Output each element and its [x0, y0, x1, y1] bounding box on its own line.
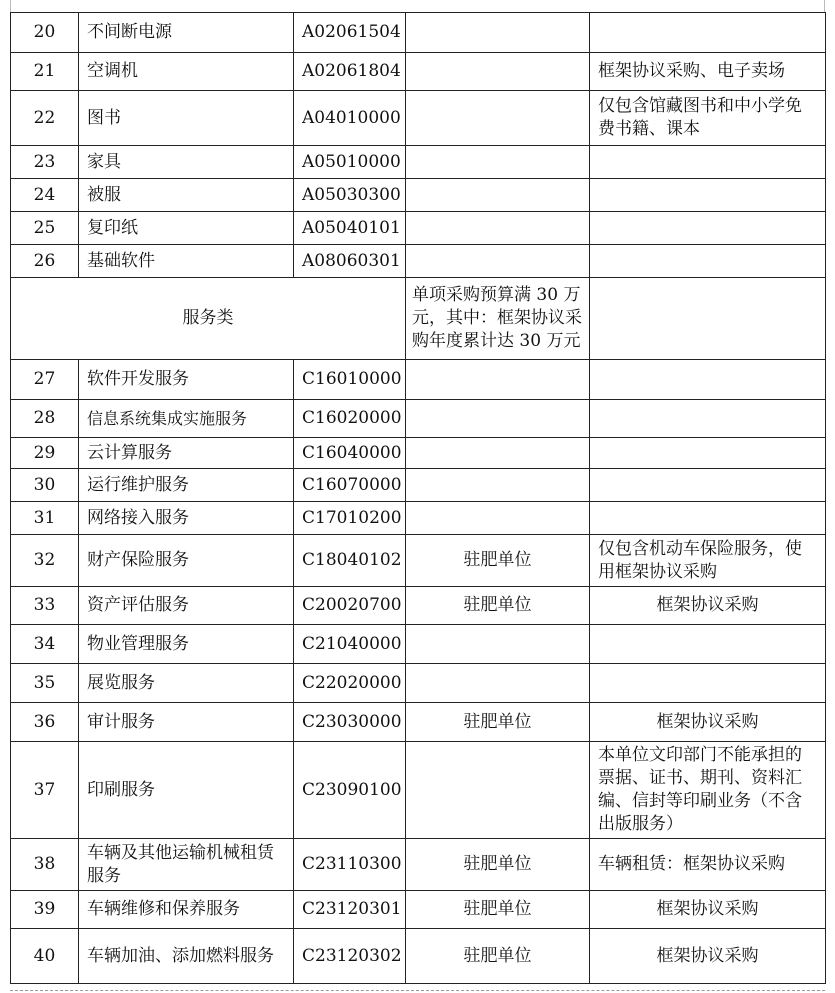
item-note: 仅包含馆藏图书和中小学免费书籍、课本 — [590, 91, 826, 146]
row-number: 25 — [11, 212, 79, 245]
row-number: 36 — [11, 703, 79, 742]
item-scope: 驻肥单位 — [406, 839, 590, 891]
item-scope — [406, 13, 590, 53]
item-note — [590, 400, 826, 438]
category-label: 服务类 — [11, 278, 406, 360]
row-number: 34 — [11, 625, 79, 664]
category-threshold: 单项采购预算满 30 万元，其中：框架协议采购年度累计达 30 万元 — [406, 278, 590, 360]
item-scope — [406, 664, 590, 703]
item-scope: 驻肥单位 — [406, 587, 590, 625]
item-name: 空调机 — [79, 53, 294, 91]
row-number: 33 — [11, 587, 79, 625]
table-row — [11, 891, 826, 929]
item-name: 运行维护服务 — [79, 469, 294, 502]
item-scope — [406, 469, 590, 502]
item-scope — [406, 53, 590, 91]
item-code: A05010000 — [294, 146, 406, 179]
item-code: C22020000 — [294, 664, 406, 703]
row-number: 23 — [11, 146, 79, 179]
table-row — [11, 53, 826, 91]
table-row — [11, 502, 826, 535]
item-scope — [406, 146, 590, 179]
item-scope: 驻肥单位 — [406, 535, 590, 587]
item-note: 车辆租赁：框架协议采购 — [590, 839, 826, 891]
table-row — [11, 13, 826, 53]
item-code: A04010000 — [294, 91, 406, 146]
item-note — [590, 13, 826, 53]
item-code: A05030300 — [294, 179, 406, 212]
row-number: 40 — [11, 929, 79, 984]
row-number: 26 — [11, 245, 79, 278]
table-row — [11, 625, 826, 664]
item-scope — [406, 438, 590, 469]
item-note — [590, 664, 826, 703]
item-name: 云计算服务 — [79, 438, 294, 469]
item-note — [590, 245, 826, 278]
page-bottom-divider — [10, 990, 825, 991]
item-scope — [406, 245, 590, 278]
item-note — [590, 625, 826, 664]
item-name: 财产保险服务 — [79, 535, 294, 587]
item-scope — [406, 502, 590, 535]
table-row — [11, 587, 826, 625]
item-code: C16020000 — [294, 400, 406, 438]
item-scope — [406, 179, 590, 212]
table-row — [11, 438, 826, 469]
item-code: C23120301 — [294, 891, 406, 929]
item-scope — [406, 400, 590, 438]
item-scope: 驻肥单位 — [406, 929, 590, 984]
item-scope — [406, 91, 590, 146]
table-row — [11, 742, 826, 839]
row-number: 30 — [11, 469, 79, 502]
row-number: 21 — [11, 53, 79, 91]
item-code: C16070000 — [294, 469, 406, 502]
item-note — [590, 438, 826, 469]
table-row — [11, 146, 826, 179]
table-row — [11, 360, 826, 400]
item-code: C23090100 — [294, 742, 406, 839]
item-scope — [406, 625, 590, 664]
table-row — [11, 535, 826, 587]
item-code: C23110300 — [294, 839, 406, 891]
row-number: 39 — [11, 891, 79, 929]
row-number: 37 — [11, 742, 79, 839]
item-note — [590, 179, 826, 212]
item-note — [590, 469, 826, 502]
item-note — [590, 502, 826, 535]
table-row — [11, 400, 826, 438]
item-name: 车辆及其他运输机械租赁服务 — [79, 839, 294, 891]
table-row — [11, 179, 826, 212]
table-row — [11, 703, 826, 742]
item-note: 仅包含机动车保险服务，使用框架协议采购 — [590, 535, 826, 587]
item-code: A08060301 — [294, 245, 406, 278]
row-number: 27 — [11, 360, 79, 400]
item-code: C16010000 — [294, 360, 406, 400]
item-note: 框架协议采购 — [590, 929, 826, 984]
category-note — [590, 278, 826, 360]
item-note: 框架协议采购 — [590, 703, 826, 742]
item-code: C20020700 — [294, 587, 406, 625]
item-note: 本单位文印部门不能承担的票据、证书、期刊、资料汇编、信封等印刷业务（不含出版服务） — [590, 742, 826, 839]
procurement-catalog-table — [10, 12, 826, 984]
item-name: 复印纸 — [79, 212, 294, 245]
item-name: 信息系统集成实施服务 — [79, 400, 294, 438]
item-name: 资产评估服务 — [79, 587, 294, 625]
table-row — [11, 839, 826, 891]
item-code: C23120302 — [294, 929, 406, 984]
item-name: 车辆加油、添加燃料服务 — [79, 929, 294, 984]
item-note — [590, 146, 826, 179]
item-code: C21040000 — [294, 625, 406, 664]
item-scope: 驻肥单位 — [406, 891, 590, 929]
row-number: 32 — [11, 535, 79, 587]
item-code: C17010200 — [294, 502, 406, 535]
item-code: A02061504 — [294, 13, 406, 53]
table-row — [11, 212, 826, 245]
item-name: 物业管理服务 — [79, 625, 294, 664]
item-code: C18040102 — [294, 535, 406, 587]
item-name: 印刷服务 — [79, 742, 294, 839]
table-row — [11, 929, 826, 984]
item-name: 展览服务 — [79, 664, 294, 703]
item-name: 家具 — [79, 146, 294, 179]
item-note: 框架协议采购、电子卖场 — [590, 53, 826, 91]
item-code: A02061804 — [294, 53, 406, 91]
row-number: 28 — [11, 400, 79, 438]
row-number: 24 — [11, 179, 79, 212]
item-scope: 驻肥单位 — [406, 703, 590, 742]
item-name: 软件开发服务 — [79, 360, 294, 400]
item-name: 基础软件 — [79, 245, 294, 278]
page-corner-mark-left — [10, 0, 11, 12]
item-name: 图书 — [79, 91, 294, 146]
row-number: 22 — [11, 91, 79, 146]
item-scope — [406, 742, 590, 839]
table-row — [11, 245, 826, 278]
row-number: 20 — [11, 13, 79, 53]
item-name: 审计服务 — [79, 703, 294, 742]
category-row — [11, 278, 826, 360]
item-note: 框架协议采购 — [590, 587, 826, 625]
item-scope — [406, 212, 590, 245]
row-number: 29 — [11, 438, 79, 469]
item-scope — [406, 360, 590, 400]
item-name: 车辆维修和保养服务 — [79, 891, 294, 929]
page-corner-mark-right — [824, 0, 825, 12]
item-note: 框架协议采购 — [590, 891, 826, 929]
item-code: C23030000 — [294, 703, 406, 742]
table-row — [11, 91, 826, 146]
row-number: 31 — [11, 502, 79, 535]
item-name: 不间断电源 — [79, 13, 294, 53]
table-row — [11, 469, 826, 502]
row-number: 35 — [11, 664, 79, 703]
item-name: 网络接入服务 — [79, 502, 294, 535]
item-note — [590, 212, 826, 245]
item-note — [590, 360, 826, 400]
item-code: A05040101 — [294, 212, 406, 245]
item-name: 被服 — [79, 179, 294, 212]
item-code: C16040000 — [294, 438, 406, 469]
row-number: 38 — [11, 839, 79, 891]
table-row — [11, 664, 826, 703]
